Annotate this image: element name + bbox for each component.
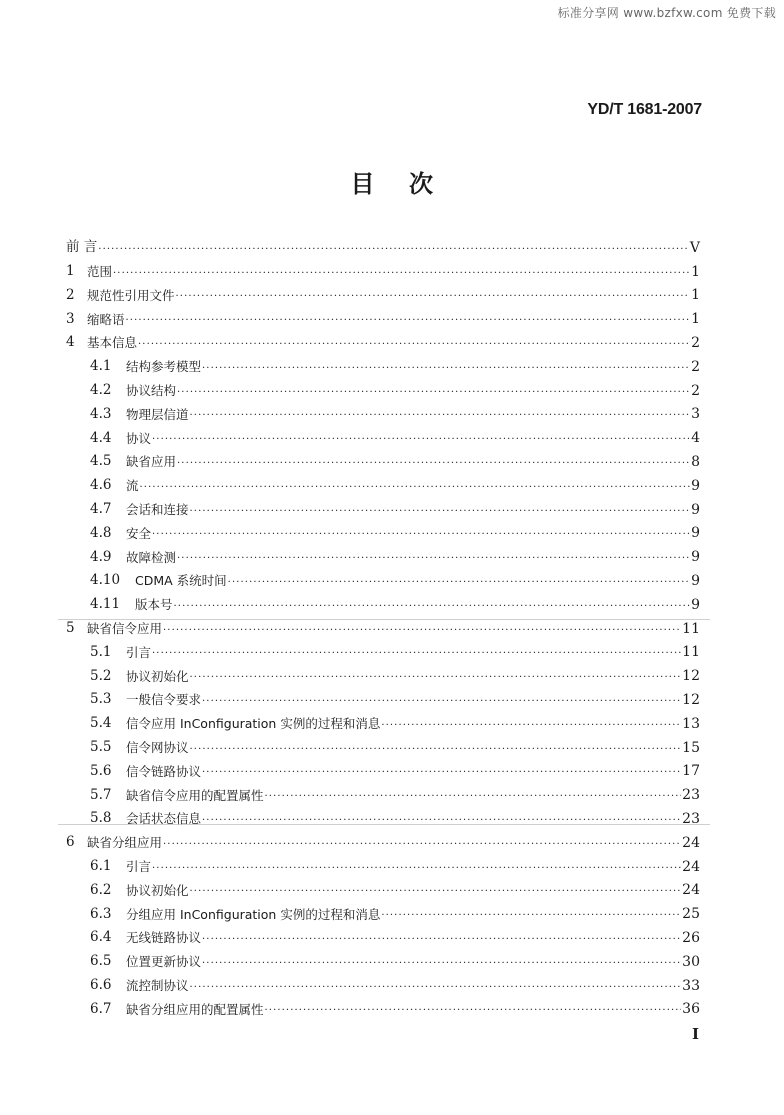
toc-entry-title: 结构参考模型 bbox=[126, 359, 202, 375]
toc-entry[interactable] bbox=[66, 945, 700, 969]
toc-entry[interactable] bbox=[66, 755, 700, 779]
toc-entry-page: 1 bbox=[691, 263, 700, 280]
toc-entry-page: 4 bbox=[691, 430, 700, 447]
toc-entry[interactable] bbox=[66, 540, 700, 564]
toc-entry[interactable] bbox=[66, 993, 700, 1017]
toc-entry-title: 故障检测 bbox=[126, 549, 177, 565]
toc-entry[interactable] bbox=[66, 469, 700, 493]
leader-dots bbox=[152, 530, 690, 540]
toc-entry-page: 1 bbox=[691, 311, 700, 328]
leader-dots bbox=[138, 340, 690, 350]
toc-entry-title: 信令链路协议 bbox=[126, 763, 202, 779]
page-title bbox=[0, 164, 784, 199]
toc-entry-page: 17 bbox=[682, 763, 700, 780]
toc-entry-page: 2 bbox=[691, 358, 700, 375]
toc-entry-title: 缺省应用 bbox=[126, 454, 177, 470]
toc-entry-number: 6.6 bbox=[90, 977, 112, 993]
toc-entry-page: 26 bbox=[682, 929, 700, 946]
toc-entry-title: 物理层信道 bbox=[126, 406, 189, 422]
toc-entry-title: 协议结构 bbox=[126, 383, 177, 399]
toc-entry-number: 4.2 bbox=[90, 382, 112, 399]
standard-code: YD/T 1681-2007 bbox=[587, 101, 702, 118]
leader-dots bbox=[202, 768, 681, 778]
leader-dots bbox=[381, 721, 681, 731]
toc-entry-page: 9 bbox=[691, 501, 700, 518]
leader-dots bbox=[202, 959, 681, 969]
toc-entry-page: 23 bbox=[682, 810, 700, 827]
toc-entry-number: 6 bbox=[66, 834, 75, 851]
toc-entry-page: 33 bbox=[682, 977, 700, 994]
toc-entry-page: 24 bbox=[682, 882, 700, 899]
toc-entry-number: 5 bbox=[66, 620, 75, 637]
watermark-text: 标准分享网 www.bzfxw.com 免费下载 bbox=[557, 6, 776, 20]
toc-entry-page: 9 bbox=[691, 596, 700, 613]
toc-entry-title: 信令应用 InConfiguration 实例的过程和消息 bbox=[126, 716, 381, 732]
toc-entry[interactable] bbox=[66, 517, 700, 541]
toc-entry[interactable] bbox=[66, 969, 700, 993]
page-number: I bbox=[691, 1025, 699, 1043]
title-char-right: 次 bbox=[409, 170, 434, 198]
toc-entry[interactable] bbox=[66, 850, 700, 874]
toc-entry-page: 36 bbox=[682, 1001, 700, 1018]
title-char-left: 目 bbox=[350, 170, 375, 198]
toc-entry-title: 一般信令要求 bbox=[126, 692, 202, 708]
toc-entry-number: 5.4 bbox=[90, 715, 112, 732]
toc-entry-number: 5.8 bbox=[90, 810, 112, 827]
leader-dots bbox=[190, 983, 682, 993]
toc-entry[interactable] bbox=[66, 778, 700, 802]
leader-dots bbox=[190, 745, 682, 755]
toc-entry-page: 9 bbox=[691, 549, 700, 566]
toc-entry-title: 引言 bbox=[126, 859, 152, 875]
toc-entry-number: 4.1 bbox=[90, 358, 112, 375]
toc-entry-number: 4.9 bbox=[90, 548, 112, 565]
toc-entry-title: 缺省信令应用的配置属性 bbox=[126, 787, 264, 803]
toc-entry-number: 5.2 bbox=[90, 667, 112, 684]
toc-entry-page: 9 bbox=[691, 525, 700, 542]
toc-entry[interactable] bbox=[66, 731, 700, 755]
leader-dots bbox=[190, 507, 691, 517]
toc-entry[interactable] bbox=[66, 564, 700, 588]
leader-dots bbox=[152, 649, 681, 659]
toc-entry[interactable] bbox=[66, 302, 700, 326]
leader-dots bbox=[98, 245, 689, 255]
toc-entry[interactable] bbox=[66, 826, 700, 850]
toc-entry-page: 3 bbox=[691, 406, 700, 423]
toc-entry-title: CDMA 系统时间 bbox=[135, 573, 227, 589]
toc-entry-page: 9 bbox=[691, 477, 700, 494]
toc-entry-number: 前 言 bbox=[66, 239, 98, 256]
toc-entry-page: V bbox=[689, 239, 700, 256]
toc-entry-title: 缩略语 bbox=[87, 311, 125, 327]
leader-dots bbox=[202, 697, 681, 707]
leader-dots bbox=[152, 864, 681, 874]
toc-entry-number: 4.8 bbox=[90, 524, 112, 541]
toc-entry-number: 6.2 bbox=[90, 881, 112, 898]
toc-entry-number: 6.5 bbox=[90, 953, 112, 970]
toc-entry-title: 信令网协议 bbox=[126, 740, 189, 756]
toc-entry-number: 5.6 bbox=[90, 762, 112, 779]
toc-entry[interactable] bbox=[66, 897, 700, 921]
leader-dots bbox=[152, 435, 690, 445]
leader-dots bbox=[113, 269, 690, 279]
toc-entry-number: 5.1 bbox=[90, 643, 112, 660]
leader-dots bbox=[202, 816, 681, 826]
toc-entry[interactable] bbox=[66, 279, 700, 303]
toc-entry[interactable] bbox=[66, 802, 700, 826]
toc-entry-title: 引言 bbox=[126, 644, 152, 660]
toc-entry-page: 12 bbox=[682, 668, 700, 685]
toc-entry-page: 11 bbox=[682, 644, 700, 661]
leader-dots bbox=[177, 459, 690, 469]
toc-entry[interactable] bbox=[66, 421, 700, 445]
toc-entry-title: 会话和连接 bbox=[126, 502, 189, 518]
toc-entry-page: 23 bbox=[682, 787, 700, 804]
table-of-contents bbox=[66, 231, 700, 1016]
toc-entry[interactable] bbox=[66, 874, 700, 898]
toc-entry-number: 6.7 bbox=[90, 1000, 112, 1017]
leader-dots bbox=[174, 602, 691, 612]
toc-entry-title: 流 bbox=[126, 478, 139, 494]
toc-entry-number: 6.3 bbox=[90, 905, 112, 922]
toc-entry-title: 无线链路协议 bbox=[126, 930, 202, 946]
toc-entry-number: 2 bbox=[66, 286, 75, 303]
toc-entry[interactable] bbox=[66, 326, 700, 350]
leader-dots bbox=[163, 626, 681, 636]
toc-entry-page: 11 bbox=[682, 620, 700, 637]
toc-entry[interactable] bbox=[66, 398, 700, 422]
leader-dots bbox=[177, 554, 690, 564]
toc-entry-title: 流控制协议 bbox=[126, 978, 189, 993]
toc-entry-title: 协议初始化 bbox=[126, 668, 189, 684]
toc-entry[interactable] bbox=[66, 493, 700, 517]
toc-entry-number: 4.3 bbox=[90, 405, 112, 422]
toc-entry[interactable] bbox=[66, 445, 700, 469]
toc-entry[interactable] bbox=[66, 707, 700, 731]
leader-dots bbox=[265, 792, 682, 802]
toc-entry-page: 25 bbox=[682, 906, 700, 923]
toc-entry-number: 6.1 bbox=[90, 858, 112, 875]
toc-entry-title: 范围 bbox=[87, 264, 113, 280]
toc-entry-title: 缺省分组应用 bbox=[87, 835, 163, 851]
toc-entry-title: 位置更新协议 bbox=[126, 954, 202, 970]
toc-entry-title: 缺省信令应用 bbox=[87, 621, 163, 637]
leader-dots bbox=[140, 483, 691, 493]
toc-entry-title: 版本号 bbox=[135, 597, 173, 613]
toc-entry-title: 分组应用 InConfiguration 实例的过程和消息 bbox=[126, 906, 381, 922]
toc-entry-number: 4.4 bbox=[90, 429, 112, 446]
toc-entry-number: 4.6 bbox=[90, 477, 112, 494]
toc-entry-page: 30 bbox=[682, 953, 700, 970]
toc-entry-page: 1 bbox=[691, 287, 700, 304]
toc-entry-page: 13 bbox=[682, 715, 700, 732]
toc-entry-title: 会话状态信息 bbox=[126, 811, 202, 827]
toc-entry[interactable] bbox=[66, 255, 700, 279]
leader-dots bbox=[163, 840, 681, 850]
leader-dots bbox=[202, 364, 690, 374]
toc-entry-title: 协议 bbox=[126, 430, 152, 446]
toc-entry-number: 3 bbox=[66, 310, 75, 327]
toc-entry[interactable] bbox=[66, 921, 700, 945]
toc-entry-number: 4 bbox=[66, 334, 75, 351]
toc-entry-number: 4.5 bbox=[90, 453, 112, 470]
toc-entry[interactable] bbox=[66, 659, 700, 683]
toc-entry-number: 1 bbox=[66, 263, 75, 280]
toc-entry[interactable] bbox=[66, 612, 700, 636]
toc-entry-title: 规范性引用文件 bbox=[87, 287, 175, 303]
toc-entry-title: 基本信息 bbox=[87, 335, 138, 351]
toc-entry-title: 安全 bbox=[126, 525, 152, 541]
toc-entry-page: 24 bbox=[682, 858, 700, 875]
toc-entry-number: 6.4 bbox=[90, 929, 112, 946]
toc-entry-number: 4.10 bbox=[90, 572, 121, 589]
toc-entry-page: 15 bbox=[682, 739, 700, 756]
toc-entry-page: 24 bbox=[682, 834, 700, 851]
leader-dots bbox=[202, 935, 681, 945]
leader-dots bbox=[265, 1006, 682, 1016]
toc-entry-page: 12 bbox=[682, 691, 700, 708]
toc-entry[interactable] bbox=[66, 636, 700, 660]
toc-entry-number: 5.3 bbox=[90, 691, 112, 708]
toc-entry-number: 5.7 bbox=[90, 786, 112, 803]
leader-dots bbox=[228, 578, 690, 588]
toc-entry-page: 2 bbox=[691, 382, 700, 399]
toc-entry-title: 缺省分组应用的配置属性 bbox=[126, 1001, 264, 1017]
toc-entry-title: 协议初始化 bbox=[126, 882, 189, 898]
toc-entry[interactable] bbox=[66, 588, 700, 612]
toc-entry[interactable] bbox=[66, 683, 700, 707]
leader-dots bbox=[177, 388, 690, 398]
toc-entry-number: 4.7 bbox=[90, 501, 112, 518]
leader-dots bbox=[381, 911, 681, 921]
leader-dots bbox=[190, 673, 682, 683]
toc-entry-page: 2 bbox=[691, 334, 700, 351]
toc-entry-page: 9 bbox=[691, 572, 700, 589]
toc-entry[interactable] bbox=[66, 231, 700, 255]
toc-entry-number: 5.5 bbox=[90, 739, 112, 756]
leader-dots bbox=[126, 316, 691, 326]
leader-dots bbox=[190, 887, 682, 897]
toc-entry-number: 4.11 bbox=[90, 596, 121, 613]
toc-entry-page: 8 bbox=[691, 453, 700, 470]
leader-dots bbox=[190, 411, 691, 421]
toc-entry[interactable] bbox=[66, 350, 700, 374]
leader-dots bbox=[176, 292, 691, 302]
toc-entry[interactable] bbox=[66, 374, 700, 398]
